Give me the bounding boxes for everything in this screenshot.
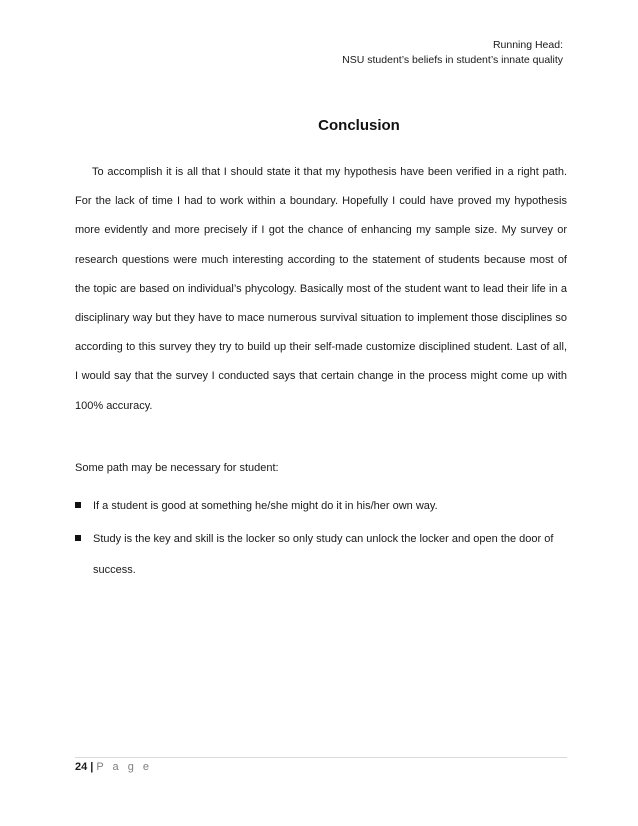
page-number: 24 (75, 761, 88, 773)
footer-divider (75, 757, 567, 758)
bullet-list (75, 491, 567, 588)
footer-separator: | (90, 761, 94, 773)
page-footer (75, 761, 152, 773)
running-head-title: NSU student’s beliefs in student’s innate quality (342, 54, 563, 66)
list-item-text: If a student is good at something he/she might do it in his/her own way. (93, 500, 438, 512)
square-bullet-icon (75, 535, 81, 541)
section-title: Conclusion (318, 117, 400, 134)
conclusion-paragraph: To accomplish it is all that I should state it that my hypothesis have been verified in a right path. For the lack of time I had to work within a boundary. Hopefully I could have proved my hypothesis more evidently and more precisely if I got the chance of enhancing my sample size. My survey or research questions were much interesting according to the statement of students because most of the topic are based on individual’s phycology. Basically most of the student want to lead their life in a disciplinary way but they have to mace numerous survival situation to implement those disciplines so according to this survey they try to build up their self-made customize disciplined student. Last of all, I would say that the survey I conducted says that certain change in the process might come up with 100% accuracy. (75, 166, 567, 412)
body-text (75, 158, 567, 421)
list-item (75, 524, 567, 586)
running-head (342, 38, 563, 68)
list-item (75, 491, 567, 522)
list-lead-in: Some path may be necessary for student: (75, 462, 279, 474)
page-label: P a g e (96, 761, 152, 773)
list-item-text: Study is the key and skill is the locker so only study can unlock the locker and open the door of success. (93, 533, 554, 576)
square-bullet-icon (75, 502, 81, 508)
running-head-label: Running Head: (492, 39, 563, 51)
